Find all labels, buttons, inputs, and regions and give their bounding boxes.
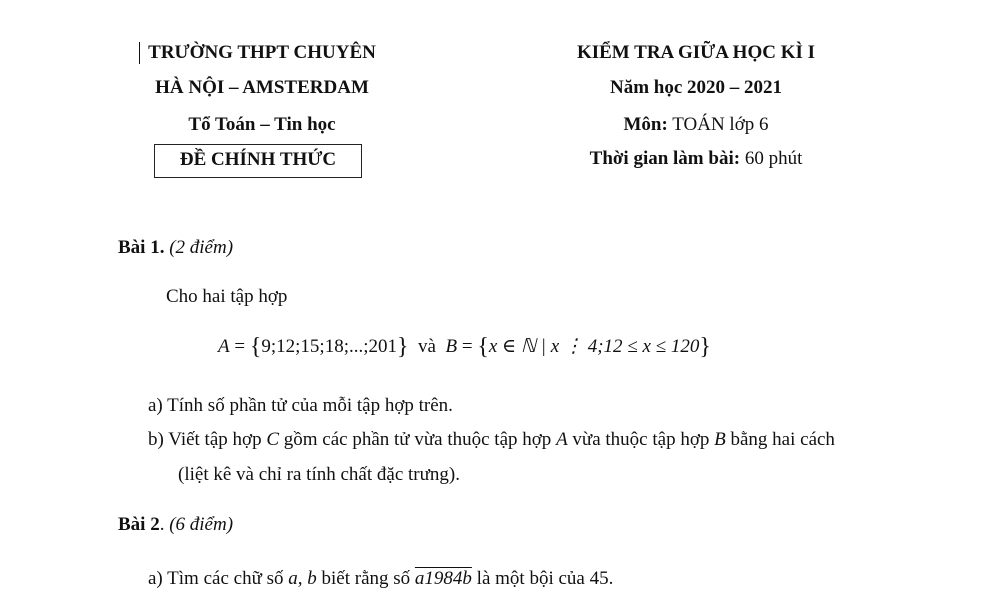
part-b-var-a: A [556, 429, 568, 450]
p2a-pre: a) Tìm các chữ số [148, 568, 284, 589]
official-exam-box [154, 144, 362, 178]
p2a-post: là một bội của [476, 568, 585, 589]
problem-1-title: Bài 1. [118, 237, 165, 258]
time-value: 60 phút [744, 148, 803, 169]
time-line [590, 148, 803, 170]
p2a-end: . [608, 568, 614, 589]
part-b-pre: b) Viết tập hợp [148, 429, 262, 450]
set-b-name: B [445, 336, 458, 357]
subject-line [623, 114, 768, 136]
problem-2-points: (6 điểm) [169, 514, 234, 535]
text-cursor [139, 42, 140, 64]
school-name-line2: HÀ NỘI – AMSTERDAM [155, 77, 369, 98]
problem-1-part-a: a) Tính số phần tử của mỗi tập hợp trên. [148, 395, 453, 416]
problem-1-intro: Cho hai tập hợp [166, 286, 288, 307]
p2a-vars: a, b [288, 568, 317, 589]
set-a-body: 9;12;15;18;...;201 [261, 336, 398, 357]
school-year: Năm học 2020 – 2021 [609, 77, 783, 98]
school-name-line1: TRƯỜNG THPT CHUYÊN [148, 42, 376, 63]
exam-title: KIỂM TRA GIỮA HỌC KÌ I [576, 42, 816, 63]
p2a-number: a1984b [414, 568, 472, 589]
set-b-body: x ∈ ℕ | x ⋮ 4;12 ≤ x ≤ 120 [488, 336, 700, 357]
problem-1-heading [118, 237, 233, 259]
problem-1-part-b-line1 [148, 429, 835, 451]
part-b-mid2: vừa thuộc tập hợp [572, 429, 710, 450]
formula-conj: và [418, 336, 436, 357]
problem-1-formula: A = {9;12;15;18;...;201} và B = {x ∈ ℕ | x ⋮ 4;12 ≤ x ≤ 120} [218, 334, 711, 360]
part-b-mid: gồm các phần tử vừa thuộc tập hợp [283, 429, 552, 450]
time-label: Thời gian làm bài: [589, 148, 741, 169]
set-a-name: A [218, 336, 230, 357]
problem-1-part-b-line2: (liệt kê và chỉ ra tính chất đặc trưng). [178, 464, 460, 485]
part-b-var-b: B [714, 429, 726, 450]
subject-label: Môn: [623, 114, 668, 135]
part-b-post: bằng hai cách [730, 429, 835, 450]
official-exam-label: ĐỀ CHÍNH THỨC [179, 149, 337, 170]
p2a-mid: biết rằng số [321, 568, 411, 589]
problem-2-heading: Bài 2. (6 điểm) [118, 514, 234, 535]
problem-2-title: Bài 2 [118, 514, 160, 535]
part-b-var-c: C [266, 429, 280, 450]
problem-1-points: (2 điểm) [169, 237, 234, 258]
department-name: Tổ Toán – Tin học [188, 114, 336, 135]
problem-2-part-a [148, 568, 613, 590]
p2a-value: 45 [589, 568, 609, 589]
subject-value: TOÁN lớp 6 [672, 114, 769, 135]
